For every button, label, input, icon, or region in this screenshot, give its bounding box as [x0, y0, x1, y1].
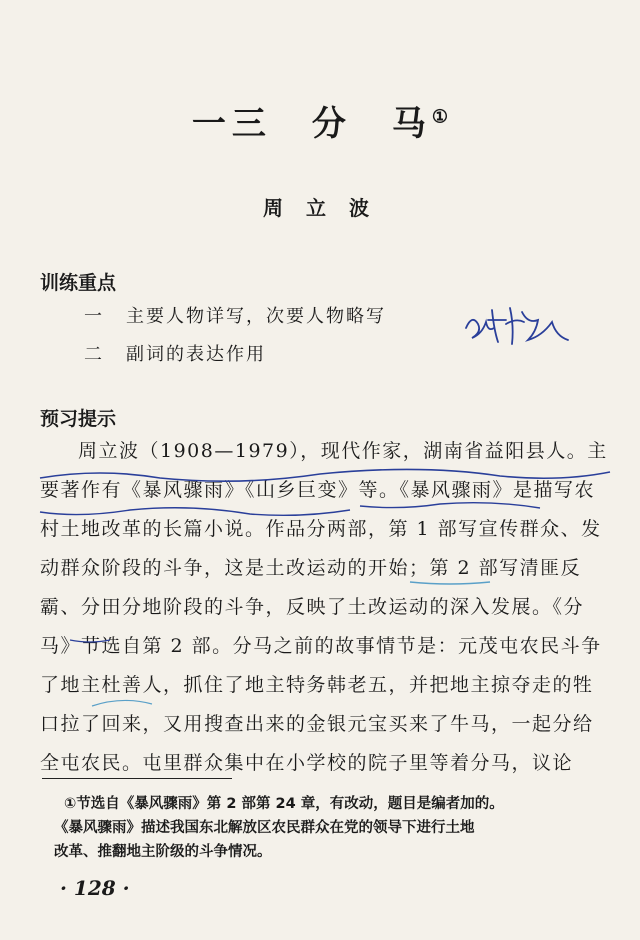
- training-point-1-text: 主要人物详写，次要人物略写: [126, 306, 386, 327]
- section-heading-training-focus: 训练重点: [40, 272, 117, 294]
- training-point-1-number: 一: [84, 306, 104, 327]
- footnote-divider: [42, 778, 232, 779]
- lesson-title-text: 一三 分 马: [191, 104, 432, 144]
- preview-paragraph: [40, 432, 612, 783]
- paragraph-line: 口拉了回来，又用搜查出来的金银元宝买来了牛马，一起分给: [40, 713, 594, 735]
- training-point-2-text: 副词的表达作用: [126, 344, 266, 365]
- paragraph-line: 了地主杜善人，抓住了地主特务韩老五，并把地主掠夺走的牲: [40, 674, 594, 696]
- paragraph-line: 动群众阶段的斗争，这是土改运动的开始；第 2 部写清匪反: [40, 557, 582, 579]
- handwritten-signature: [462, 298, 572, 350]
- page-number: · 128 ·: [60, 876, 130, 900]
- author-name: 周 立 波: [263, 196, 377, 220]
- section-heading-preview-tips: 预习提示: [40, 408, 117, 430]
- paragraph-line: 霸、分田分地阶段的斗争，反映了土改运动的深入发展。《分: [40, 596, 585, 618]
- footnote-line: ①节选自《暴风骤雨》第 2 部第 24 章，有改动，题目是编者加的。: [64, 796, 504, 812]
- training-point-2: [84, 340, 266, 366]
- footnote-line: 改革、推翻地主阶级的斗争情况。: [54, 844, 272, 860]
- training-point-2-number: 二: [84, 344, 104, 365]
- paragraph-line: 全屯农民。屯里群众集中在小学校的院子里等着分马，议论: [40, 752, 574, 774]
- title-footnote-mark: ①: [431, 106, 449, 128]
- paragraph-line: 村土地改革的长篇小说。作品分两部，第 1 部写宣传群众、发: [40, 518, 602, 540]
- paragraph-line: 马》节选自第 2 部。分马之前的故事情节是：元茂屯农民斗争: [40, 635, 602, 657]
- footnote: [54, 792, 624, 864]
- paragraph-line: 要著作有《暴风骤雨》《山乡巨变》等。《暴风骤雨》是描写农: [40, 479, 596, 501]
- lesson-title: [0, 96, 640, 145]
- training-point-1: [84, 302, 386, 328]
- paragraph-line: 周立波（1908—1979），现代作家，湖南省益阳县人。主: [78, 440, 608, 462]
- footnote-line: 《暴风骤雨》描述我国东北解放区农民群众在党的领导下进行土地: [54, 820, 475, 836]
